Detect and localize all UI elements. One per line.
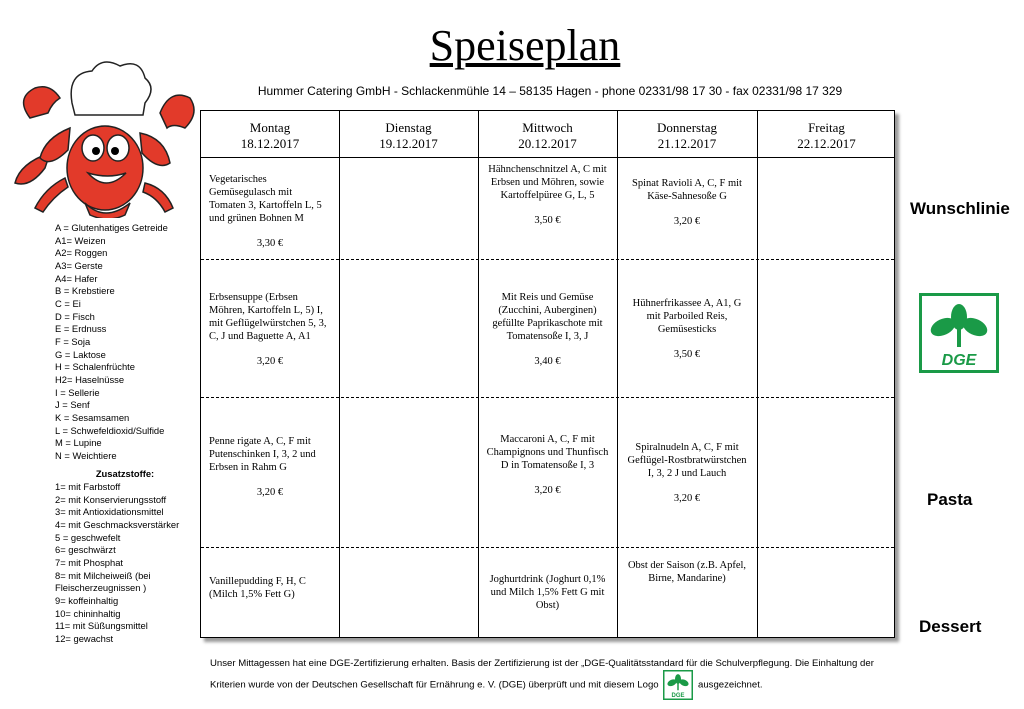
day-date: 22.12.2017 [797,136,856,151]
dish-description: Spiralnudeln A, C, F mit Geflügel-Rostbratwürstchen I, 3, 2 J und Lauch [627,442,747,479]
allergen-item: J = Senf [55,399,90,411]
allergen-item: M = Lupine [55,437,102,449]
allergen-legend [55,222,195,646]
allergen-item: A3= Gerste [55,259,103,271]
allergen-item: N = Weichtiere [55,449,117,461]
day-name: Montag [249,120,291,135]
page-title: Speiseplan [429,21,621,70]
additive-item: 1= mit Farbstoff [55,481,121,493]
lobster-chef-mascot [10,58,200,218]
dish-description: Penne rigate A, C, F mit Putenschinken I, 3, 2 und Erbsen in Rahm G [209,436,316,473]
additive-item: 11= mit Süßungsmittel [55,620,148,632]
day-header-montag [201,111,339,157]
day-date: 19.12.2017 [379,136,438,151]
allergen-item: D = Fisch [55,310,95,322]
allergen-item: H = Schalenfrüchte [55,361,135,373]
day-name: Donnerstag [657,120,717,135]
menu-cell [617,441,757,505]
row-label-dessert: Dessert [919,617,982,636]
allergen-item: A = Glutenhatiges Getreide [55,222,168,233]
row-label-pasta: Pasta [927,490,973,509]
dish-price: 3,20 € [673,493,701,504]
footer-line-2: Kriterien wurde von der Deutschen Gesellschaft für Ernährung e. V. (DGE) überprüft und mit diesem Logo DGE ausgezeichnet. [210,670,900,700]
additive-item: 10= chininhaltig [55,607,121,619]
additive-item: 12= gewachst [55,633,114,644]
dish-description: Hähnchenschnitzel A, C mit Erbsen und Möhren, sowie Kartoffelpüree G, L, 5 [488,164,607,201]
dish-price: 3,30 € [256,238,284,249]
dish-price: 3,20 € [256,487,284,498]
allergen-item: A1= Weizen [55,234,106,246]
additive-item: 4= mit Geschmacksverstärker [55,519,180,531]
dish-description: Joghurtdrink (Joghurt 0,1% und Milch 1,5% Fett G mit Obst) [489,574,606,611]
additive-item: 8= mit Milcheiweiß (bei Fleischerzeugnissen ) [55,569,151,594]
allergen-item: B = Krebstiere [55,285,115,297]
allergen-item: H2= Haselnüsse [55,373,125,385]
svg-text:DGE: DGE [671,693,685,699]
additives-heading: Zusatzstoffe: [95,468,155,480]
allergen-item: E = Erdnuss [55,323,107,335]
menu-cell [617,297,757,361]
day-name: Dienstag [385,120,432,135]
allergen-item: L = Schwefeldioxid/Sulfide [55,424,165,436]
day-header-freitag [757,111,896,157]
day-date: 18.12.2017 [240,136,300,151]
menu-cell [201,575,339,601]
day-name: Mittwoch [522,120,573,135]
additive-item: 9= koffeinhaltig [55,595,119,607]
additive-item: 5 = geschwefelt [55,531,121,543]
dish-price: 3,50 € [534,215,561,226]
allergen-item: F = Soja [55,335,91,347]
footer-text [210,657,900,700]
menu-cell [201,435,339,499]
menu-cell [617,559,757,585]
day-header-mittwoch [478,111,617,157]
dish-description: Spinat Ravioli A, C, F mit Käse-Sahnesoße G [632,178,742,202]
day-header-dienstag [339,111,478,157]
day-name: Freitag [808,120,845,135]
svg-text:DGE: DGE [941,352,977,369]
menu-cell [617,177,757,228]
dish-description: Maccaroni A, C, F mit Champignons und Thunfisch D in Tomatensoße I, 3 [486,434,609,471]
footer-line-1: Unser Mittagessen hat eine DGE-Zertifizierung erhalten. Basis der Zertifizierung ist der „DGE-Qualitätsstandard für die Schulverpflegung. Die Einhaltung der [210,658,874,669]
dish-description: Vanillepudding F, H, C (Milch 1,5% Fett G) [209,576,306,600]
day-date: 21.12.2017 [657,136,717,151]
menu-cell [478,433,617,497]
dish-description: Mit Reis und Gemüse (Zucchini, Auberginen) gefüllte Paprikaschote mit Tomatensoße I, 3, J [492,292,603,342]
dish-description: Obst der Saison (z.B. Apfel, Birne, Mandarine) [627,560,747,584]
dish-description: Erbsensuppe (Erbsen Möhren, Kartoffeln L, 5) I, mit Geflügelwürstchen 5, 3, C, J und Baguette A, A1 [209,292,327,342]
allergen-item: A2= Roggen [55,247,108,259]
company-contact: Hummer Catering GmbH - Schlackenmühle 14 – 58135 Hagen - phone 02331/98 17 30 - fax 02331/98 17 329 [257,84,843,98]
day-header-donnerstag [617,111,757,157]
dish-description: Vegetarisches Gemüsegulasch mit Tomaten 3, Kartoffeln L, 5 und grünen Bohnen M [209,174,322,224]
dish-price: 3,20 € [673,216,701,227]
dge-logo-small [663,670,693,700]
dish-price: 3,20 € [534,485,561,496]
day-date: 20.12.2017 [518,136,577,151]
menu-cell [478,163,617,227]
allergen-item: I = Sellerie [55,386,100,398]
allergen-item: C = Ei [55,297,81,309]
row-label-wunschlinie: Wunschlinie [910,199,1010,218]
additive-item: 7= mit Phosphat [55,557,124,569]
dish-price: 3,40 € [534,356,561,367]
additive-item: 6= geschwärzt [55,544,116,556]
menu-cell [478,573,617,612]
menu-cell [201,173,339,250]
dish-price: 3,50 € [673,349,701,360]
dge-logo [919,293,999,373]
menu-cell [478,291,617,368]
menu-cell [201,291,339,368]
dish-price: 3,20 € [256,356,284,367]
allergen-item: A4= Hafer [55,272,98,284]
additive-item: 2= mit Konservierungsstoff [55,493,167,505]
allergen-item: G = Laktose [55,348,106,360]
additive-item: 3= mit Antioxidationsmittel [55,506,164,518]
menu-table [200,110,895,638]
allergen-item: K = Sesamsamen [55,411,130,423]
dish-description: Hühnerfrikassee A, A1, G mit Parboiled Reis, Gemüsesticks [632,298,742,335]
